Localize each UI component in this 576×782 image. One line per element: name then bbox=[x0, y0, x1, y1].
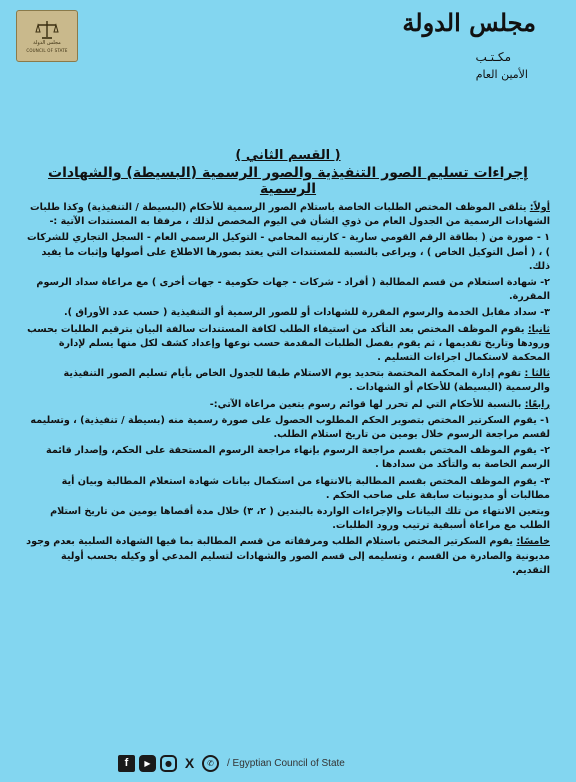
paragraph-text: يقوم الموظف المختص بعد التأكد من استيفاء الطلب لكافة المستندات سالفة البيان بترقيم الطلبات بحسب ورودها وتاريخ تقديمها ، ثم يقوم بفصل الطلبات المقدمة حسب نوعها وإعداد كشف لكل منها يسلم لإدارة المحكمة لاستكمال اجراءات التسليم . bbox=[27, 323, 550, 364]
footer-text: / Egyptian Council of State bbox=[227, 757, 345, 769]
paragraph bbox=[26, 505, 550, 533]
whatsapp-icon[interactable]: ✆ bbox=[202, 755, 219, 772]
header-title: مجلس الدولة bbox=[402, 8, 536, 37]
facebook-icon[interactable]: f bbox=[118, 755, 135, 772]
paragraph-text: ويتعين الانتهاء من تلك البيانات والإجراءات الواردة بالبندين ( ٢، ٣) خلال مدة أقصاها يومين من تاريخ استلام الطلب مع مراعاة أسبقية ترتيب ورود الطلبات. bbox=[50, 506, 550, 532]
paragraph-text: ٣- يقوم الموظف المختص بقسم المطالبة بالانتهاء من استكمال بيانات شهادة استعلام المطالبة وبيان أية مطالبات أو مديونيات سابقة على صاحب الحكم . bbox=[61, 475, 550, 501]
social-footer bbox=[118, 751, 345, 775]
seal-caption: COUNCIL OF STATE bbox=[26, 48, 68, 53]
paragraph bbox=[26, 323, 550, 366]
council-seal-logo bbox=[16, 10, 78, 62]
paragraph-lead: ثانيا: bbox=[527, 323, 550, 335]
paragraph bbox=[26, 306, 550, 320]
paragraph bbox=[26, 201, 550, 229]
header-office: مكـتـب bbox=[475, 50, 511, 64]
paragraph-lead: رابعًا: bbox=[524, 398, 550, 410]
paragraph-text: ٢- شهادة استعلام من قسم المطالبة ( أفراد - شركات - جهات حكومية - جهات أخرى ) مع مراعاة سداد الرسوم المقررة. bbox=[36, 277, 550, 303]
paragraph-text: تقوم إدارة المحكمة المختصة بتحديد يوم الاستلام طبقا للجدول الخاص بأيام تسليم الصور التنفيذية والرسمية (البسيطة) للأحكام أو الشهادات . bbox=[63, 368, 550, 394]
paragraph-lead: ثالثا : bbox=[524, 368, 550, 380]
paragraph-text: يتلقى الموظف المختص الطلبات الخاصة باستلام الصور الرسمية للأحكام (البسيطة / التنفيذية) وكذا طلبات الشهادات الرسمية من الجدول العام من ذوي الشأن في اليوم المخصص لذلك ، مرفقا به المستندات الآتية :- bbox=[29, 202, 550, 228]
paragraph bbox=[26, 276, 550, 304]
instagram-icon[interactable]: ● bbox=[160, 755, 177, 772]
x-icon[interactable]: X bbox=[184, 755, 195, 771]
paragraph-text: بالنسبة للأحكام التي لم تحرر لها قوائم رسوم يتعين مراعاة الآتي:- bbox=[209, 398, 525, 410]
paragraph-text: ١ - صورة من ( بطاقة الرقم القومي سارية - كارنيه المحامي - التوكيل الرسمي العام - السجل التجاري للشركات ) ، ( أصل التوكيل الخاص ) ، ويراعى بالنسبة للمستندات التي يعتد بصورها الاطلاع على أصولها وإثبات ما يفيد ذلك. bbox=[26, 232, 550, 272]
seal-text: مجلس الدولة bbox=[33, 40, 61, 46]
paragraph bbox=[26, 475, 550, 503]
document-title: إجراءات تسليم الصور التنفيذية والصور الرسمية (البسيطة) والشهادات الرسمية bbox=[48, 165, 528, 197]
paragraph bbox=[26, 535, 550, 578]
paragraph bbox=[26, 231, 550, 274]
paragraph bbox=[26, 414, 550, 442]
paragraph-text: ٣- سداد مقابل الخدمة والرسوم المقررة للشهادات أو للصور الرسمية أو التنفيذية ( حسب عدد الأوراق ). bbox=[64, 307, 550, 319]
paragraph bbox=[26, 367, 550, 395]
paragraph-text: ٢- يقوم الموظف المختص بقسم مراجعة الرسوم بإنهاء مراجعة الرسوم المستحقة على الحكم، وإصدار قائمة الرسم الخاصة به والتأكد من سدادها . bbox=[46, 445, 550, 471]
paragraph bbox=[26, 398, 550, 412]
youtube-icon[interactable]: ▶ bbox=[139, 755, 156, 772]
header-secretary: الأمين العام bbox=[475, 68, 528, 81]
document-body bbox=[26, 148, 550, 580]
paragraph-lead: أولاً: bbox=[529, 202, 550, 213]
paragraph-text: ١- يقوم السكرتير المختص بتصوير الحكم المطلوب الحصول على صورة رسمية منه (بسيطة / تنفيذية) ، وتسليمه لقسم مراجعة الرسوم خلال يومين من تاريخ استلام الطلب. bbox=[30, 414, 550, 441]
section-heading: ( القسم الثاني ) bbox=[235, 148, 341, 163]
paragraph-text: يقوم السكرتير المختص باستلام الطلب ومرفقاته من قسم المطالبة بما فيها الشهادة السلبية بعدم وجود مديونية والصادرة من القسم ، وتسليمه إلى قسم الصور والشهادات لتسليم المدعي أو وكيله بحسب أولية التقديم. bbox=[26, 536, 550, 576]
paragraph-lead: خامسًا: bbox=[516, 536, 550, 548]
paragraph bbox=[26, 444, 550, 472]
scales-icon bbox=[35, 19, 59, 41]
